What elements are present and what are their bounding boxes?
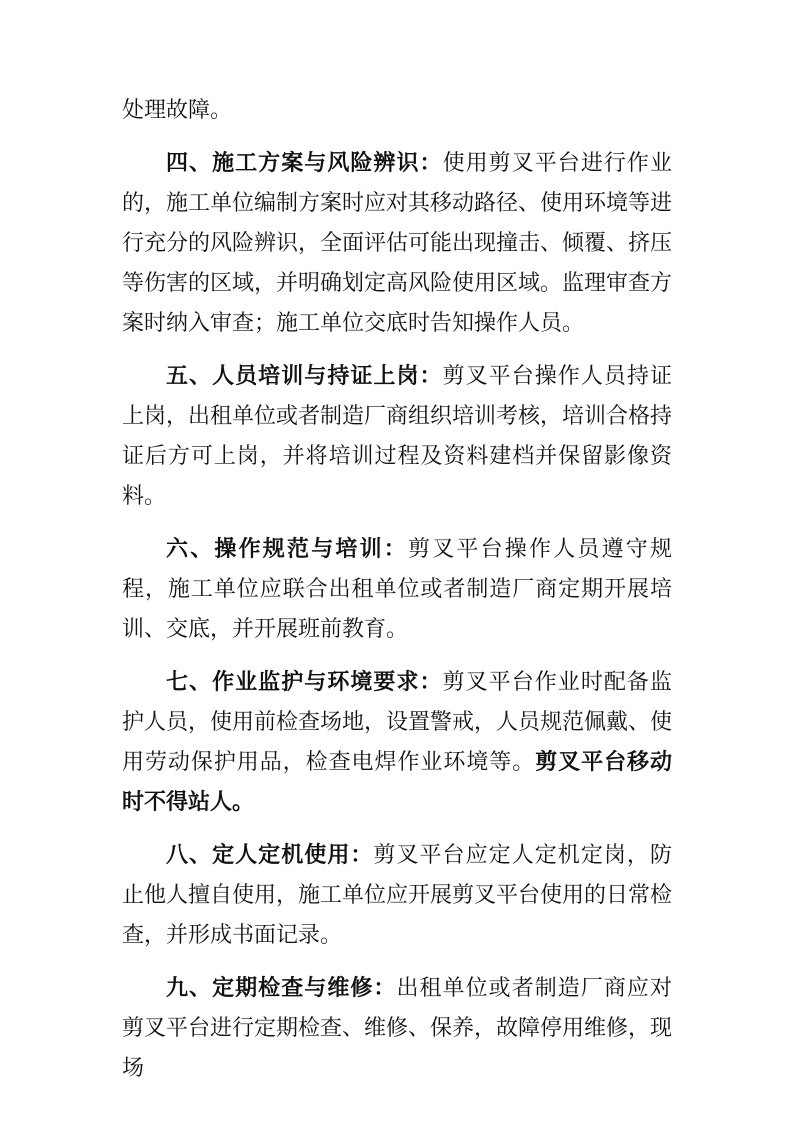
paragraph-section-6 [122,529,672,649]
paragraph-section-5 [122,356,672,516]
paragraph-section-9 [122,968,672,1088]
section-body: 剪叉平台操作人员遵守规程，施工单位应联合出租单位或者制造厂商定期开展培训、交底，并开展班前教育。 [122,536,672,641]
paragraph-text: 处理故障。 [122,97,233,122]
section-heading: 七、作业监护与环境要求： [166,669,443,694]
section-body: 使用剪叉平台进行作业的，施工单位编制方案时应对其移动路径、使用环境等进行充分的风险辨识，全面评估可能出现撞击、倾覆、挤压等伤害的区域，并明确划定高风险使用区域。监理审查方案时纳入审查；施工单位交底时告知操作人员。 [122,150,673,335]
section-body: 剪叉平台作业时配备监护人员，使用前检查场地，设置警戒，人员规范佩戴、使用劳动保护用品，检查电焊作业环境等。 [122,669,673,774]
section-bold-sentence: 剪叉平台移动时不得站人。 [122,749,672,814]
section-heading: 四、施工方案与风险辨识： [166,150,443,175]
section-body: 剪叉平台操作人员持证上岗，出租单位或者制造厂商组织培训考核，培训合格持证后方可上岗，并将培训过程及资料建档并保留影像资料。 [122,363,673,508]
section-body: 出租单位或者制造厂商应对剪叉平台进行定期检查、维修、保养，故障停用维修，现场 [122,975,673,1080]
paragraph-section-7 [122,662,672,822]
section-heading: 八、定人定机使用： [166,842,374,867]
paragraph-continuation [122,90,672,130]
section-body: 剪叉平台应定人定机定岗，防止他人擅自使用，施工单位应开展剪叉平台使用的日常检查，并形成书面记录。 [122,842,673,947]
section-heading: 九、定期检查与维修： [166,975,397,1000]
paragraph-section-8 [122,835,672,955]
section-heading: 六、操作规范与培训： [166,536,408,561]
section-heading: 五、人员培训与持证上岗： [166,363,443,388]
paragraph-section-4 [122,143,672,343]
